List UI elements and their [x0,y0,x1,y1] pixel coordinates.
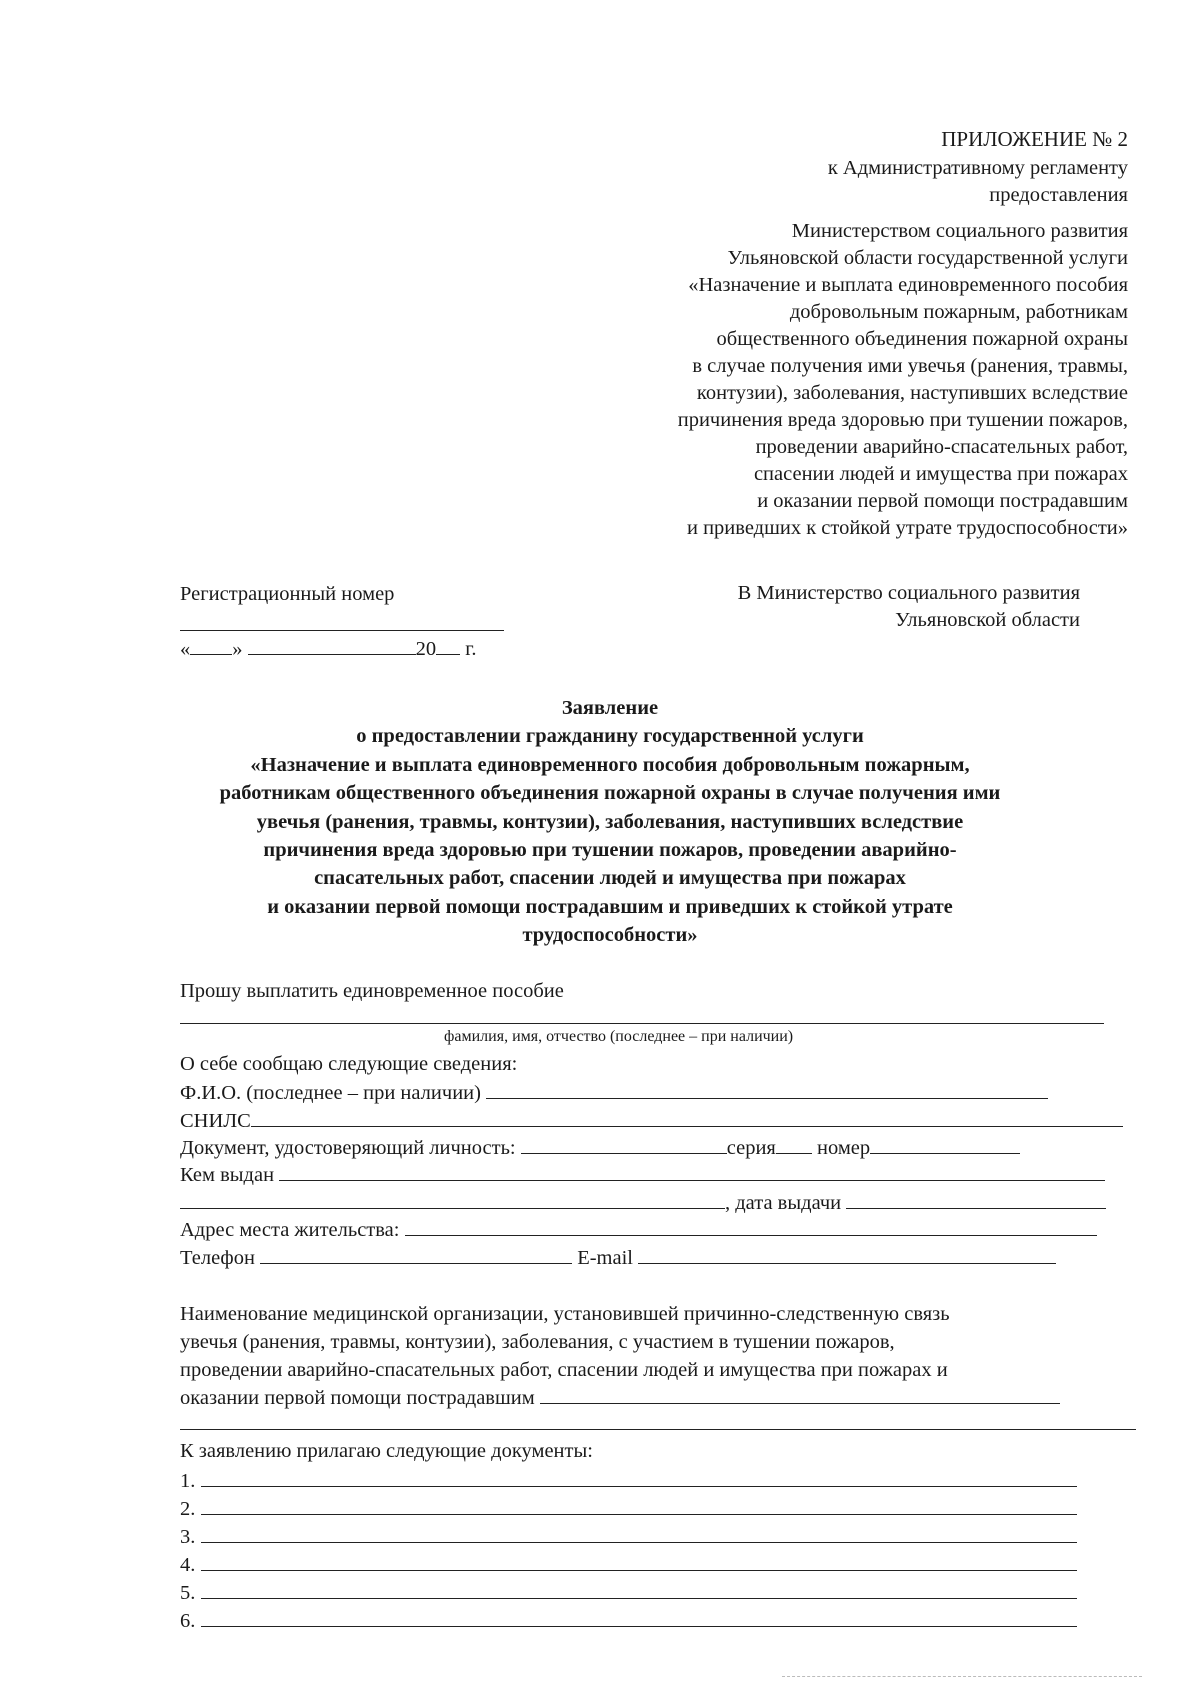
day-field[interactable] [190,636,232,655]
quote-close: » [232,638,243,660]
id-document-row [180,1133,1020,1161]
attachment-field[interactable] [201,1606,1077,1627]
attachment-field[interactable] [201,1522,1077,1543]
snils-row [180,1106,1123,1134]
appendix-line: общественного объединения пожарной охраны [716,328,1128,350]
phone-label: Телефон [180,1247,255,1269]
medical-last-text: оказании первой помощи пострадавшим [180,1387,535,1409]
snils-label: СНИЛС [180,1110,251,1132]
month-field[interactable] [248,636,416,655]
title-line: работникам общественного объединения пожарной охраны в случае получения ими [219,782,1001,805]
attachment-field[interactable] [201,1578,1077,1599]
year-field[interactable] [436,636,460,655]
title-line: «Назначение и выплата единовременного пособия добровольным пожарным, [250,753,970,776]
appendix-line: к Административному регламенту [827,157,1128,179]
registration-date-row [180,636,476,661]
issued-by-label: Кем выдан [180,1164,275,1186]
year-prefix: 20 [415,638,437,660]
attachment-number: 1. [180,1470,196,1492]
address-field[interactable] [405,1215,1097,1236]
statement-title [150,694,1070,950]
fio-label: Ф.И.О. (последнее – при наличии) [180,1082,481,1104]
issue-date-label: , дата выдачи [725,1192,842,1214]
attachments-label: К заявлению прилагаю следующие документы: [180,1440,593,1462]
email-label: E-mail [577,1247,633,1269]
issued-by-continuation-field[interactable] [180,1188,725,1209]
title-line: увечья (ранения, травмы, контузии), заболевания, наступивших вследствие [256,810,964,833]
attachment-item [180,1550,1077,1577]
appendix-line: «Назначение и выплата единовременного пособия [688,274,1128,296]
medical-org-continuation-field[interactable] [180,1429,1136,1430]
fio-field[interactable] [486,1078,1048,1099]
medical-org-field[interactable] [540,1384,1060,1404]
phone-field[interactable] [260,1243,572,1264]
attachment-item [180,1578,1077,1605]
medical-line: Наименование медицинской организации, установившей причинно-следственную связь [180,1303,950,1325]
series-label: серия [726,1137,776,1159]
title-line: причинения вреда здоровью при тушении пожаров, проведении аварийно- [263,839,957,862]
address-row [180,1215,1097,1243]
appendix-line: в случае получения ими увечья (ранения, травмы, [692,355,1128,377]
registration-label: Регистрационный номер [180,583,395,605]
appendix-line: Министерством социального развития [791,220,1128,242]
attachment-field[interactable] [201,1466,1077,1487]
title-line: трудоспособности» [522,924,698,947]
issue-date-row [180,1188,1106,1216]
appendix-line: Ульяновской области государственной услуги [727,247,1128,269]
attachment-item [180,1606,1077,1633]
title-line: о предоставлении гражданину государственной услуги [356,725,864,748]
number-label: номер [817,1137,871,1159]
applicant-fio-field[interactable] [180,1023,1104,1024]
attachment-number: 3. [180,1526,196,1548]
id-document-field[interactable] [521,1133,727,1154]
appendix-line: и оказании первой помощи пострадавшим [757,490,1128,512]
year-suffix: г. [465,638,477,660]
attachment-item [180,1466,1077,1493]
appendix-line: предоставления [989,184,1128,206]
attachment-item [180,1494,1077,1521]
snils-field[interactable] [251,1106,1123,1127]
fio-caption: фамилия, имя, отчество (последнее – при наличии) [444,1028,794,1045]
addressee-line: Ульяновской области [895,609,1080,631]
appendix-block [508,126,1128,542]
attachment-field[interactable] [201,1494,1077,1515]
request-text: Прошу выплатить единовременное пособие [180,980,564,1002]
appendix-line: проведении аварийно-спасательных работ, [755,436,1128,458]
about-self-label: О себе сообщаю следующие сведения: [180,1053,518,1075]
addressee-line: В Министерство социального развития [737,582,1080,604]
issue-date-field[interactable] [846,1188,1106,1209]
attachment-item [180,1522,1077,1549]
medical-line: проведении аварийно-спасательных работ, спасении людей и имущества при пожарах и [180,1359,948,1381]
number-field[interactable] [870,1133,1020,1154]
id-document-label: Документ, удостоверяющий личность: [180,1137,516,1159]
appendix-line: контузии), заболевания, наступивших вследствие [696,382,1128,404]
appendix-title: ПРИЛОЖЕНИЕ № 2 [941,127,1128,151]
medical-org-paragraph [180,1300,1060,1412]
contacts-row [180,1243,1056,1271]
attachment-number: 6. [180,1610,196,1632]
attachment-field[interactable] [201,1550,1077,1571]
address-label: Адрес места жительства: [180,1219,400,1241]
medical-line: увечья (ранения, травмы, контузии), заболевания, с участием в тушении пожаров, [180,1331,895,1353]
issued-by-row [180,1160,1105,1188]
scan-edge-mark [782,1676,1142,1677]
attachment-number: 2. [180,1498,196,1520]
quote-open: « [180,638,191,660]
series-field[interactable] [776,1133,812,1154]
attachment-number: 5. [180,1582,196,1604]
appendix-line: причинения вреда здоровью при тушении пожаров, [677,409,1128,431]
medical-line [180,1384,1060,1412]
title-line: спасательных работ, спасении людей и имущества при пожарах [314,867,906,890]
issued-by-field[interactable] [279,1160,1105,1181]
email-field[interactable] [638,1243,1056,1264]
attachment-number: 4. [180,1554,196,1576]
fio-row [180,1078,1048,1106]
appendix-line: и приведших к стойкой утрате трудоспособности» [686,517,1128,539]
title-line: Заявление [561,697,659,719]
addressee-block [738,580,1080,634]
title-line: и оказании первой помощи пострадавшим и приведших к стойкой утрате [267,895,953,918]
appendix-line: спасении людей и имущества при пожарах [753,463,1128,485]
registration-number-field[interactable] [180,630,504,631]
appendix-line: добровольным пожарным, работникам [789,301,1128,323]
